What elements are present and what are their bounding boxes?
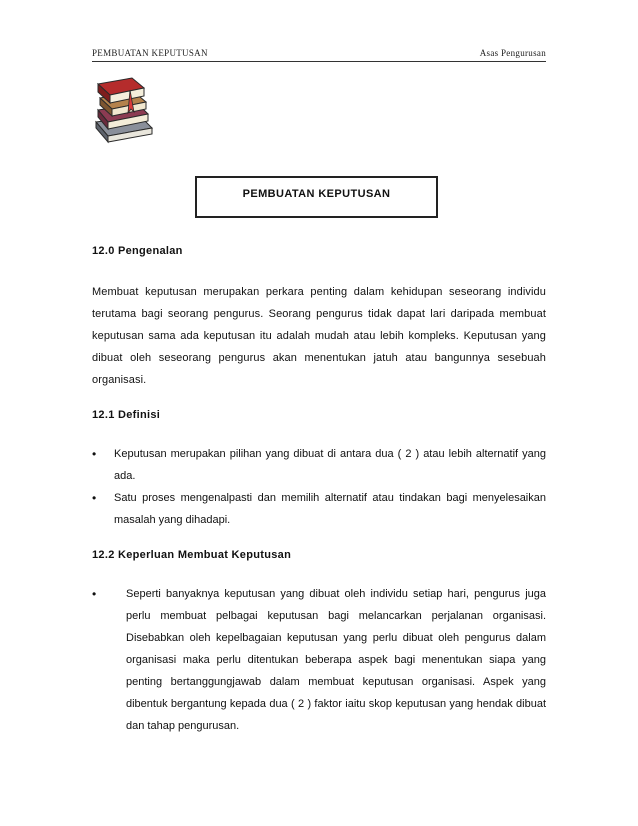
section-heading-definition: 12.1 Definisi: [92, 409, 161, 421]
intro-paragraph: Membuat keputusan merupakan perkara penting dalam kehidupan seseorang individu terutama bagi seorang pengurus. Seorang pengurus tidak dapat lari daripada membuat keputusan sama ada keputusan itu adalah mudah atau lebih kompleks. Keputusan yang dibuat oleh seseorang pengurus akan menentukan jatuh atau bangunnya sesebuah organisasi.: [92, 286, 546, 386]
need-item-1: Seperti banyaknya keputusan yang dibuat oleh individu setiap hari, pengurus juga perlu membuat pelbagai keputusan bagi melancarkan perjalanan organisasi. Disebabkan oleh kepelbagaian keputusan yang perlu dibuat oleh pengurus dalam organisasi maka perlu ditentukan beberapa aspek bagi menentukan siapa yang penting bertanggungjawab dalam membuat keputusan organisasi. Aspek yang dibentuk bergantung kepada dua ( 2 ) faktor iaitu skop keputusan yang hendak dibuat dan tahap pengurusan.: [126, 588, 546, 732]
books-stack-icon: [90, 72, 160, 144]
need-list: [92, 583, 546, 737]
section-heading-intro: 12.0 Pengenalan: [92, 245, 183, 257]
page-title: PEMBUATAN KEPUTUSAN: [242, 188, 391, 200]
header-course-name: Asas Pengurusan: [479, 48, 546, 58]
list-item: [92, 583, 546, 737]
section-heading-need: 12.2 Keperluan Membuat Keputusan: [92, 549, 292, 561]
definition-list: [92, 443, 546, 531]
header-divider: [92, 61, 546, 62]
header-document-title: PEMBUATAN KEPUTUSAN: [92, 48, 208, 58]
list-item: [92, 443, 546, 487]
title-box: [195, 176, 438, 218]
definition-item-1: Keputusan merupakan pilihan yang dibuat di antara dua ( 2 ) atau lebih alternatif yang ada.: [114, 448, 546, 482]
page-header: [92, 44, 546, 60]
document-body: [92, 243, 546, 737]
definition-item-2: Satu proses mengenalpasti dan memilih alternatif atau tindakan bagi menyelesaikan masalah yang dihadapi.: [114, 492, 546, 526]
bullet-icon: •: [92, 491, 97, 505]
bullet-icon: •: [92, 587, 97, 601]
bullet-icon: •: [92, 447, 97, 461]
list-item: [92, 487, 546, 531]
